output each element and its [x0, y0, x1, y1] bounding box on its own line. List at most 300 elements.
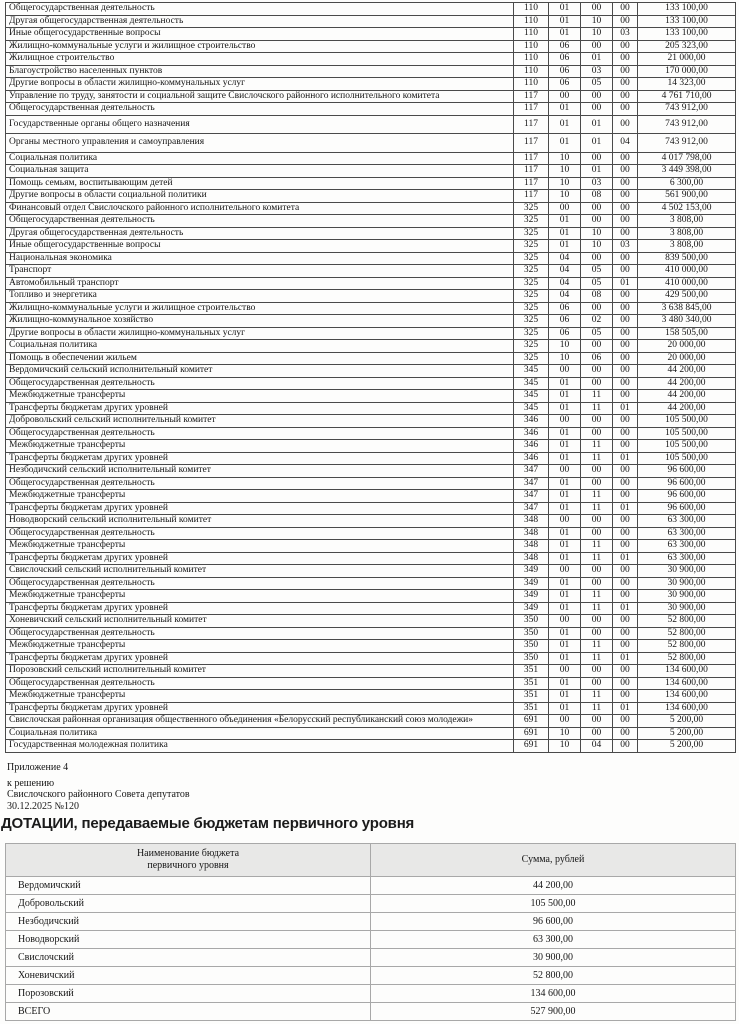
- code-subsection: 00: [581, 665, 613, 678]
- code-kind: 00: [613, 53, 638, 66]
- code-kind: 01: [613, 402, 638, 415]
- row-amount: 52 800,00: [638, 640, 736, 653]
- code-section: 00: [549, 615, 581, 628]
- table-row: [6, 690, 736, 703]
- code-section: 01: [549, 402, 581, 415]
- code-section: 01: [549, 502, 581, 515]
- table-row: [6, 477, 736, 490]
- table-row: [6, 103, 736, 116]
- row-name: Межбюджетные трансферты: [6, 490, 514, 503]
- row-amount: 4 761 710,00: [638, 90, 736, 103]
- code-kind: 00: [613, 115, 638, 134]
- table-row: [6, 365, 736, 378]
- code-kind: 00: [613, 665, 638, 678]
- row-amount: 30 900,00: [638, 602, 736, 615]
- col-header-budget-name-line2: первичного уровня: [147, 860, 229, 871]
- code-kind: 01: [613, 502, 638, 515]
- code-chapter: 347: [514, 465, 549, 478]
- code-section: 10: [549, 740, 581, 753]
- code-chapter: 349: [514, 590, 549, 603]
- row-amount: 14 323,00: [638, 78, 736, 91]
- table-row: [6, 652, 736, 665]
- code-chapter: 346: [514, 440, 549, 453]
- code-subsection: 04: [581, 740, 613, 753]
- row-amount: 743 912,00: [638, 103, 736, 116]
- table-row: [6, 552, 736, 565]
- code-chapter: 350: [514, 615, 549, 628]
- code-subsection: 01: [581, 115, 613, 134]
- code-subsection: 11: [581, 652, 613, 665]
- row-name: Межбюджетные трансферты: [6, 540, 514, 553]
- code-kind: 00: [613, 3, 638, 16]
- code-chapter: 110: [514, 53, 549, 66]
- table-row: [6, 227, 736, 240]
- code-section: 06: [549, 40, 581, 53]
- row-name: Государственные органы общего назначения: [6, 115, 514, 134]
- row-amount: 44 200,00: [638, 377, 736, 390]
- code-section: 01: [549, 702, 581, 715]
- appendix-block: [7, 762, 190, 812]
- row-name: Межбюджетные трансферты: [6, 590, 514, 603]
- code-chapter: 347: [514, 477, 549, 490]
- code-subsection: 00: [581, 715, 613, 728]
- dotations-row: [6, 949, 736, 967]
- code-subsection: 05: [581, 327, 613, 340]
- code-kind: 00: [613, 640, 638, 653]
- code-subsection: 11: [581, 540, 613, 553]
- table-row: [6, 465, 736, 478]
- appendix-date-number: 30.12.2025 №120: [7, 800, 80, 812]
- table-row: [6, 377, 736, 390]
- table-row: [6, 565, 736, 578]
- code-kind: 01: [613, 452, 638, 465]
- code-section: 01: [549, 452, 581, 465]
- row-name: Свислочский сельский исполнительный комитет: [6, 565, 514, 578]
- row-amount: 96 600,00: [638, 477, 736, 490]
- budget-amount: 63 300,00: [371, 931, 736, 949]
- row-amount: 134 600,00: [638, 690, 736, 703]
- code-kind: 00: [613, 527, 638, 540]
- code-subsection: 11: [581, 702, 613, 715]
- row-name: Другая общегосударственная деятельность: [6, 227, 514, 240]
- row-name: Межбюджетные трансферты: [6, 690, 514, 703]
- code-kind: 03: [613, 240, 638, 253]
- row-name: Социальная политика: [6, 727, 514, 740]
- row-name: Другие вопросы в области социальной политики: [6, 190, 514, 203]
- code-section: 10: [549, 165, 581, 178]
- code-kind: 01: [613, 652, 638, 665]
- col-header-amount: Сумма, рублей: [371, 844, 736, 877]
- row-name: Помощь семьям, воспитывающим детей: [6, 177, 514, 190]
- dotations-table: [5, 843, 736, 1021]
- code-subsection: 11: [581, 440, 613, 453]
- row-name: Социальная политика: [6, 340, 514, 353]
- code-subsection: 00: [581, 90, 613, 103]
- table-row: [6, 340, 736, 353]
- code-subsection: 03: [581, 177, 613, 190]
- row-amount: 3 480 340,00: [638, 315, 736, 328]
- row-name: Жилищно-коммунальные услуги и жилищное строительство: [6, 302, 514, 315]
- table-row: [6, 627, 736, 640]
- code-kind: 00: [613, 377, 638, 390]
- code-kind: 00: [613, 715, 638, 728]
- code-chapter: 351: [514, 690, 549, 703]
- row-name: Общегосударственная деятельность: [6, 215, 514, 228]
- code-chapter: 325: [514, 327, 549, 340]
- code-section: 00: [549, 90, 581, 103]
- row-name: Жилищно-коммунальные услуги и жилищное строительство: [6, 40, 514, 53]
- code-kind: 00: [613, 565, 638, 578]
- col-header-budget-name: [6, 844, 371, 877]
- row-name: Трансферты бюджетам других уровней: [6, 502, 514, 515]
- row-amount: 134 600,00: [638, 665, 736, 678]
- code-chapter: 350: [514, 640, 549, 653]
- table-row: [6, 190, 736, 203]
- row-name: Трансферты бюджетам других уровней: [6, 452, 514, 465]
- row-name: Другие вопросы в области жилищно-коммунальных услуг: [6, 327, 514, 340]
- code-kind: 00: [613, 40, 638, 53]
- code-section: 01: [549, 540, 581, 553]
- table-row: [6, 115, 736, 134]
- code-section: 10: [549, 340, 581, 353]
- code-kind: 00: [613, 590, 638, 603]
- row-name: Добровольский сельский исполнительный комитет: [6, 415, 514, 428]
- code-subsection: 00: [581, 465, 613, 478]
- dotations-row: [6, 985, 736, 1003]
- code-chapter: 345: [514, 390, 549, 403]
- code-section: 06: [549, 327, 581, 340]
- row-name: Трансферты бюджетам других уровней: [6, 602, 514, 615]
- code-subsection: 05: [581, 277, 613, 290]
- row-name: Общегосударственная деятельность: [6, 377, 514, 390]
- code-subsection: 00: [581, 565, 613, 578]
- code-section: 01: [549, 627, 581, 640]
- code-section: 00: [549, 365, 581, 378]
- dotations-row: [6, 913, 736, 931]
- code-section: 10: [549, 177, 581, 190]
- code-kind: 00: [613, 677, 638, 690]
- row-amount: 134 600,00: [638, 677, 736, 690]
- budget-breakdown-body: [6, 3, 736, 753]
- row-amount: 6 300,00: [638, 177, 736, 190]
- code-section: 00: [549, 665, 581, 678]
- code-section: 04: [549, 265, 581, 278]
- code-chapter: 348: [514, 515, 549, 528]
- code-section: 01: [549, 527, 581, 540]
- row-amount: 63 300,00: [638, 552, 736, 565]
- code-chapter: 117: [514, 190, 549, 203]
- table-row: [6, 3, 736, 16]
- table-row: [6, 540, 736, 553]
- row-name: Новодворский сельский исполнительный комитет: [6, 515, 514, 528]
- row-amount: 5 200,00: [638, 727, 736, 740]
- code-section: 01: [549, 577, 581, 590]
- code-chapter: 110: [514, 28, 549, 41]
- row-amount: 96 600,00: [638, 490, 736, 503]
- code-section: 04: [549, 252, 581, 265]
- code-subsection: 00: [581, 3, 613, 16]
- row-name: Трансферты бюджетам других уровней: [6, 402, 514, 415]
- code-kind: 01: [613, 277, 638, 290]
- code-subsection: 00: [581, 427, 613, 440]
- appendix-line: Свислочского районного Совета депутатов: [7, 789, 190, 800]
- table-row: [6, 302, 736, 315]
- code-section: 01: [549, 28, 581, 41]
- code-section: 10: [549, 190, 581, 203]
- dotations-body: [6, 877, 736, 1021]
- table-row: [6, 727, 736, 740]
- code-chapter: 117: [514, 90, 549, 103]
- row-name: Социальная защита: [6, 165, 514, 178]
- code-section: 01: [549, 103, 581, 116]
- row-amount: 205 323,00: [638, 40, 736, 53]
- code-kind: 00: [613, 415, 638, 428]
- code-subsection: 11: [581, 640, 613, 653]
- code-kind: 00: [613, 290, 638, 303]
- code-section: 01: [549, 552, 581, 565]
- row-name: Автомобильный транспорт: [6, 277, 514, 290]
- code-chapter: 325: [514, 215, 549, 228]
- dotations-row: [6, 1003, 736, 1021]
- code-subsection: 11: [581, 552, 613, 565]
- code-chapter: 325: [514, 290, 549, 303]
- code-section: 06: [549, 78, 581, 91]
- code-section: 01: [549, 215, 581, 228]
- table-row: [6, 440, 736, 453]
- code-section: 06: [549, 302, 581, 315]
- code-chapter: 110: [514, 65, 549, 78]
- budget-amount: 527 900,00: [371, 1003, 736, 1021]
- code-subsection: 00: [581, 302, 613, 315]
- budget-name: Хоневичский: [6, 967, 371, 985]
- code-subsection: 00: [581, 677, 613, 690]
- code-subsection: 11: [581, 390, 613, 403]
- row-name: Национальная экономика: [6, 252, 514, 265]
- code-kind: 00: [613, 477, 638, 490]
- row-amount: 96 600,00: [638, 465, 736, 478]
- code-kind: 00: [613, 340, 638, 353]
- code-subsection: 05: [581, 265, 613, 278]
- code-chapter: 325: [514, 252, 549, 265]
- code-kind: 00: [613, 327, 638, 340]
- table-row: [6, 415, 736, 428]
- code-chapter: 691: [514, 715, 549, 728]
- code-kind: 00: [613, 740, 638, 753]
- dotations-row: [6, 895, 736, 913]
- budget-amount: 134 600,00: [371, 985, 736, 1003]
- table-row: [6, 165, 736, 178]
- row-name: Общегосударственная деятельность: [6, 627, 514, 640]
- code-chapter: 325: [514, 352, 549, 365]
- code-chapter: 110: [514, 15, 549, 28]
- code-chapter: 351: [514, 665, 549, 678]
- code-kind: 00: [613, 215, 638, 228]
- row-amount: 52 800,00: [638, 652, 736, 665]
- code-chapter: 350: [514, 627, 549, 640]
- code-subsection: 10: [581, 240, 613, 253]
- code-section: 01: [549, 240, 581, 253]
- row-name: Другая общегосударственная деятельность: [6, 15, 514, 28]
- code-subsection: 00: [581, 103, 613, 116]
- row-name: Межбюджетные трансферты: [6, 440, 514, 453]
- code-kind: 00: [613, 515, 638, 528]
- code-chapter: 117: [514, 165, 549, 178]
- table-row: [6, 152, 736, 165]
- row-name: Другие вопросы в области жилищно-коммунальных услуг: [6, 78, 514, 91]
- code-chapter: 350: [514, 652, 549, 665]
- code-kind: 00: [613, 190, 638, 203]
- row-name: Общегосударственная деятельность: [6, 3, 514, 16]
- code-kind: 00: [613, 302, 638, 315]
- code-subsection: 00: [581, 515, 613, 528]
- code-section: 01: [549, 227, 581, 240]
- row-name: Транспорт: [6, 265, 514, 278]
- budget-name: Добровольский: [6, 895, 371, 913]
- table-row: [6, 402, 736, 415]
- code-section: 01: [549, 652, 581, 665]
- code-kind: 01: [613, 602, 638, 615]
- code-kind: 00: [613, 577, 638, 590]
- row-name: Иные общегосударственные вопросы: [6, 28, 514, 41]
- code-section: 01: [549, 427, 581, 440]
- code-chapter: 117: [514, 177, 549, 190]
- dotations-row: [6, 967, 736, 985]
- row-name: Общегосударственная деятельность: [6, 577, 514, 590]
- code-section: 10: [549, 727, 581, 740]
- row-amount: 30 900,00: [638, 590, 736, 603]
- table-row: [6, 527, 736, 540]
- row-name: Трансферты бюджетам других уровней: [6, 552, 514, 565]
- code-kind: 00: [613, 440, 638, 453]
- table-row: [6, 53, 736, 66]
- code-section: 01: [549, 602, 581, 615]
- budget-breakdown-table: [5, 2, 736, 753]
- row-name: Управление по труду, занятости и социальной защите Свислочского районного исполнительного комитета: [6, 90, 514, 103]
- table-row: [6, 277, 736, 290]
- code-kind: 00: [613, 202, 638, 215]
- row-name: Помощь в обеспечении жильем: [6, 352, 514, 365]
- dotations-title: ДОТАЦИИ, передаваемые бюджетам первичного уровня: [1, 815, 415, 832]
- code-subsection: 06: [581, 352, 613, 365]
- row-amount: 3 808,00: [638, 240, 736, 253]
- code-subsection: 01: [581, 134, 613, 153]
- code-section: 01: [549, 3, 581, 16]
- code-subsection: 00: [581, 215, 613, 228]
- budget-name: Порозовский: [6, 985, 371, 1003]
- dotations-row: [6, 931, 736, 949]
- row-amount: 429 500,00: [638, 290, 736, 303]
- budget-name: Новодворский: [6, 931, 371, 949]
- code-section: 01: [549, 490, 581, 503]
- code-kind: 00: [613, 490, 638, 503]
- code-section: 01: [549, 390, 581, 403]
- row-name: Межбюджетные трансферты: [6, 640, 514, 653]
- code-chapter: 349: [514, 577, 549, 590]
- row-amount: 105 500,00: [638, 415, 736, 428]
- code-chapter: 349: [514, 602, 549, 615]
- code-chapter: 117: [514, 134, 549, 153]
- code-section: 01: [549, 640, 581, 653]
- code-kind: 00: [613, 627, 638, 640]
- row-amount: 3 808,00: [638, 227, 736, 240]
- code-chapter: 346: [514, 415, 549, 428]
- code-section: 00: [549, 465, 581, 478]
- budget-amount: 44 200,00: [371, 877, 736, 895]
- row-amount: 3 449 398,00: [638, 165, 736, 178]
- table-row: [6, 452, 736, 465]
- dotations-row: [6, 877, 736, 895]
- code-chapter: 346: [514, 427, 549, 440]
- code-subsection: 08: [581, 190, 613, 203]
- code-subsection: 01: [581, 53, 613, 66]
- row-amount: 20 000,00: [638, 340, 736, 353]
- code-subsection: 00: [581, 415, 613, 428]
- row-amount: 105 500,00: [638, 452, 736, 465]
- row-name: Топливо и энергетика: [6, 290, 514, 303]
- code-section: 10: [549, 352, 581, 365]
- code-subsection: 00: [581, 340, 613, 353]
- row-name: Жилищно-коммунальное хозяйство: [6, 315, 514, 328]
- code-kind: 00: [613, 103, 638, 116]
- code-chapter: 348: [514, 527, 549, 540]
- code-chapter: 345: [514, 377, 549, 390]
- code-section: 01: [549, 677, 581, 690]
- table-row: [6, 502, 736, 515]
- budget-amount: 96 600,00: [371, 913, 736, 931]
- table-row: [6, 352, 736, 365]
- row-name: Хоневичский сельский исполнительный комитет: [6, 615, 514, 628]
- table-row: [6, 134, 736, 153]
- budget-name: Вердомичский: [6, 877, 371, 895]
- budget-name: Свислочский: [6, 949, 371, 967]
- code-kind: 03: [613, 28, 638, 41]
- row-name: Общегосударственная деятельность: [6, 527, 514, 540]
- row-amount: 96 600,00: [638, 502, 736, 515]
- code-section: 00: [549, 565, 581, 578]
- row-amount: 20 000,00: [638, 352, 736, 365]
- code-chapter: 348: [514, 540, 549, 553]
- code-subsection: 00: [581, 577, 613, 590]
- code-subsection: 00: [581, 40, 613, 53]
- row-amount: 3 638 845,00: [638, 302, 736, 315]
- table-row: [6, 15, 736, 28]
- code-subsection: 03: [581, 65, 613, 78]
- code-subsection: 05: [581, 78, 613, 91]
- code-subsection: 11: [581, 502, 613, 515]
- row-amount: 3 808,00: [638, 215, 736, 228]
- row-name: Органы местного управления и самоуправления: [6, 134, 514, 153]
- code-section: 06: [549, 53, 581, 66]
- row-amount: 21 000,00: [638, 53, 736, 66]
- table-row: [6, 202, 736, 215]
- row-name: Общегосударственная деятельность: [6, 477, 514, 490]
- code-section: 01: [549, 377, 581, 390]
- code-chapter: 325: [514, 315, 549, 328]
- table-row: [6, 240, 736, 253]
- row-name: Финансовый отдел Свислочского районного исполнительного комитета: [6, 202, 514, 215]
- code-section: 06: [549, 315, 581, 328]
- code-kind: 00: [613, 390, 638, 403]
- table-row: [6, 78, 736, 91]
- code-subsection: 02: [581, 315, 613, 328]
- code-kind: 00: [613, 177, 638, 190]
- code-kind: 00: [613, 727, 638, 740]
- budget-name: Незбодичский: [6, 913, 371, 931]
- code-chapter: 349: [514, 565, 549, 578]
- row-amount: 4 502 153,00: [638, 202, 736, 215]
- code-kind: 00: [613, 227, 638, 240]
- row-amount: 561 900,00: [638, 190, 736, 203]
